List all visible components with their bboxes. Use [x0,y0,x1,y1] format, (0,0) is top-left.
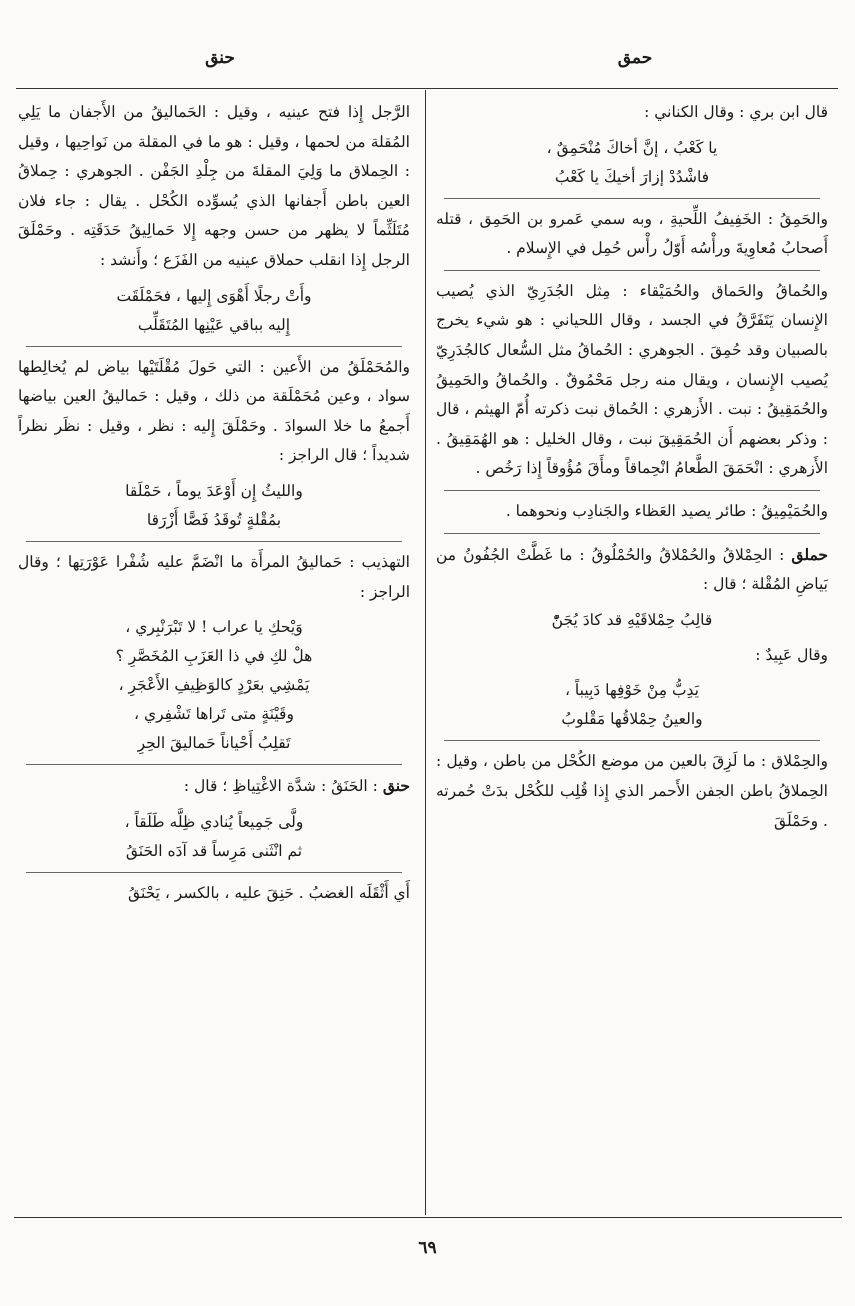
paragraph-text: والحُمَيْمِيقُ : طائر يصيد العَظاء والجَنادِب ونحوهما . [505,501,828,520]
verse-line: وَيْحكِ يا عراب ! لا تَبْرَنْبِري ، [125,618,303,637]
verse-line: إِليه بباقي عَيْنِها المُتَقَلِّب [137,315,291,334]
entry-separator [26,764,402,765]
verse-line: ولَّى جَمِيعاً يُنادي ظِلَّه طَلَقاً ، [124,812,304,831]
bottom-rule [14,1217,842,1218]
paragraph-text: التهذيب : حَماليقُ المرأَة ما انْضَمَّ عليه شُفْرا عَوْرَتِها ؛ وقال الراجز : [18,552,410,601]
headword: حنق [382,776,410,796]
paragraph-text: والحِمْلاق : ما لَزِقَ بالعين من موضع الكُحْل من باطن ، وقيل : الحِملاقُ باطن الجفن الأَحمر الذي إِذا قُلِب للكُحْل بدَتْ حُمرته . وحَمْلَقَ [436,752,828,830]
verse-line: والليثُ إِن أَوْعَدَ يوماً ، حَمْلَقا [125,481,303,500]
paragraph [18,98,410,276]
paragraph-text: وقال عَبِيدٌ : [755,645,828,664]
verse-block [18,613,410,758]
paragraph [18,879,410,909]
entry-separator [444,533,820,534]
paragraph [18,548,410,607]
entry-separator [444,490,820,491]
paragraph-text: أَي أَثْقَلَه الغضبُ . حَنِقَ عليه ، بالكسر ، يَحْنَقُ [128,883,410,902]
paragraph-text: والحُماقُ والحَماق والحُمَيْقاء : مِثل الجُدَرِيّ الذي يُصيب الإِنسان يَتَفَرَّقُ في الجسد ، وقال اللحياني : هو شيء يخرج بالصبيان وقد حُمِقَ . الجوهري : الحُماقُ مثل السُّعال كالجُدَرِيّ يُصيب الإِنسان ، ويقال منه رجل مَحْمُوقٌ . والحُماقُ والحَمِيقُ والحُمَقِيقُ : نبت . الأَزهري : الحُماق نبت ذكرته أُمّ الهيثم ، قال : وذكر بعضهم أَن الحُمَقِيقَ نبت ، وقال الخليل : هو الهُمَقِيقُ . الأَزهري : انْحَمَقَ الطَّعامُ انْحِماقاً ومأَقَ مُؤُوقاً إِذا رَخُص . [436,281,828,478]
verse-line: قالِبُ حِمْلاقَيْهِ قد كادَ يُجَنّْ [551,610,713,629]
paragraph [436,540,828,600]
top-rule [16,88,838,89]
column-divider [425,90,426,1215]
verse-line: يا كَعْبُ ، إنَّ أخاكَ مُنْحَمِقٌ ، [546,138,718,157]
left-column [18,98,410,910]
headword: حملق [791,544,828,564]
verse-block [18,477,410,535]
verse-line: فاشْدُدْ إزارَ أخيكَ يا كَعْبُ [554,167,710,186]
entry-separator [444,740,820,741]
verse-block [18,808,410,866]
paragraph-text: قال ابن بري : وقال الكناني : [644,103,828,121]
paragraph [436,641,828,671]
verse-line: وأَتْ رجلًا أَهْوَى إِليها ، فحَمْلَقَت [116,286,312,305]
entry-separator [26,541,402,542]
verse-block [436,676,828,734]
paragraph-text: والحَمِقُ : الخَفِيفُ اللِّحيةِ ، وبه سمي عَمرو بن الحَمِق ، قتله أَصحابُ مُعاوِيةَ ورأْسُه أَوّلُ رأْس حُمِل في الإِسلام . [436,209,828,258]
header-left-title: حنق [205,48,235,68]
verse-line: وقَيْنَةٍ متى تَراها تَشْفِري ، [134,705,294,724]
verse-block [436,606,828,635]
entry-separator [26,346,402,347]
page-number: ٦٩ [418,1238,437,1258]
entry-separator [26,872,402,873]
paragraph-text: : الحِمْلاقُ والحُمْلاقُ والحُمْلُوقُ : ما غَطَّتْ الجُفُونُ من بَياضِ المُقْلة ؛ قال : [436,545,828,594]
verse-line: والعينُ حِمْلاقُها مَقْلوبُ [561,710,703,729]
header-right-title: حمق [617,48,653,68]
paragraph [436,497,828,527]
verse-line: بمُقْلةٍ تُوقَدُ فَصًّا أَزْرَقا [146,510,282,529]
entry-separator [444,198,820,199]
entry-separator [444,270,820,271]
verse-line: يَمْشِي بعَرْدٍ كالوَظِيفِ الأَعْجَرِ ، [118,676,310,695]
verse-block [18,282,410,340]
paragraph [18,353,410,471]
paragraph [436,205,828,264]
verse-line: ثم انْثَنى مَرِساً قد آدَه الحَنَقُ [125,841,303,860]
right-column [436,98,828,838]
verse-line: يَدِبُّ مِنْ خَوْفِها دَبِيباً ، [564,681,699,700]
paragraph [436,277,828,484]
paragraph-text: : الحَنَقُ : شدَّة الاغْتِياظِ ؛ قال : [183,777,383,796]
paragraph [18,771,410,802]
paragraph-text: والمُحَمْلَقُ من الأَعين : التي حَولَ مُقْلَتَيْها بياض لم يُخالِطها سواد ، وعين مُحَمْلَقة من ذلك ، وقيل : حَماليقُ العين بياضها أَجمعُ ما خلا السوادَ . وحَمْلَقَ إِليه : نظر ، وقيل : نظَر نظراً شديداً ؛ قال الراجز : [18,357,410,465]
verse-line: تَقلِبُ أَحْياناً حَماليقَ الحِرِ [137,734,291,753]
paragraph [436,98,828,128]
paragraph [436,747,828,836]
verse-block [436,134,828,192]
paragraph-text: الرَّجل إِذا فتح عينيه ، وقيل : الحَماليقُ من الأَجفان ما يَلِي المُقلة من لحمها ، وقيل : هو ما في المقلة من نَواحِيها ، وقيل : الحِملاق ما وَلِيَ المقلةَ من جِلْدِ الجَفْن . الجوهري : حِملاقُ العين باطن أَجفانها الذي يُسوِّده الكُحْل . يقال : جاء فلان مُتَلَثِّماً لا يظهر من حسن وجهه إِلا حَمالِيقُ حَدَقَتِه . وحَمْلَقَ الرجل إِذا انقلب حملاق عينيه من الفَزَع ؛ وأَنشد : [18,103,410,269]
verse-line: هلْ لكِ في ذا العَزَبِ المُخَصَّرِ ؟ [115,647,313,666]
